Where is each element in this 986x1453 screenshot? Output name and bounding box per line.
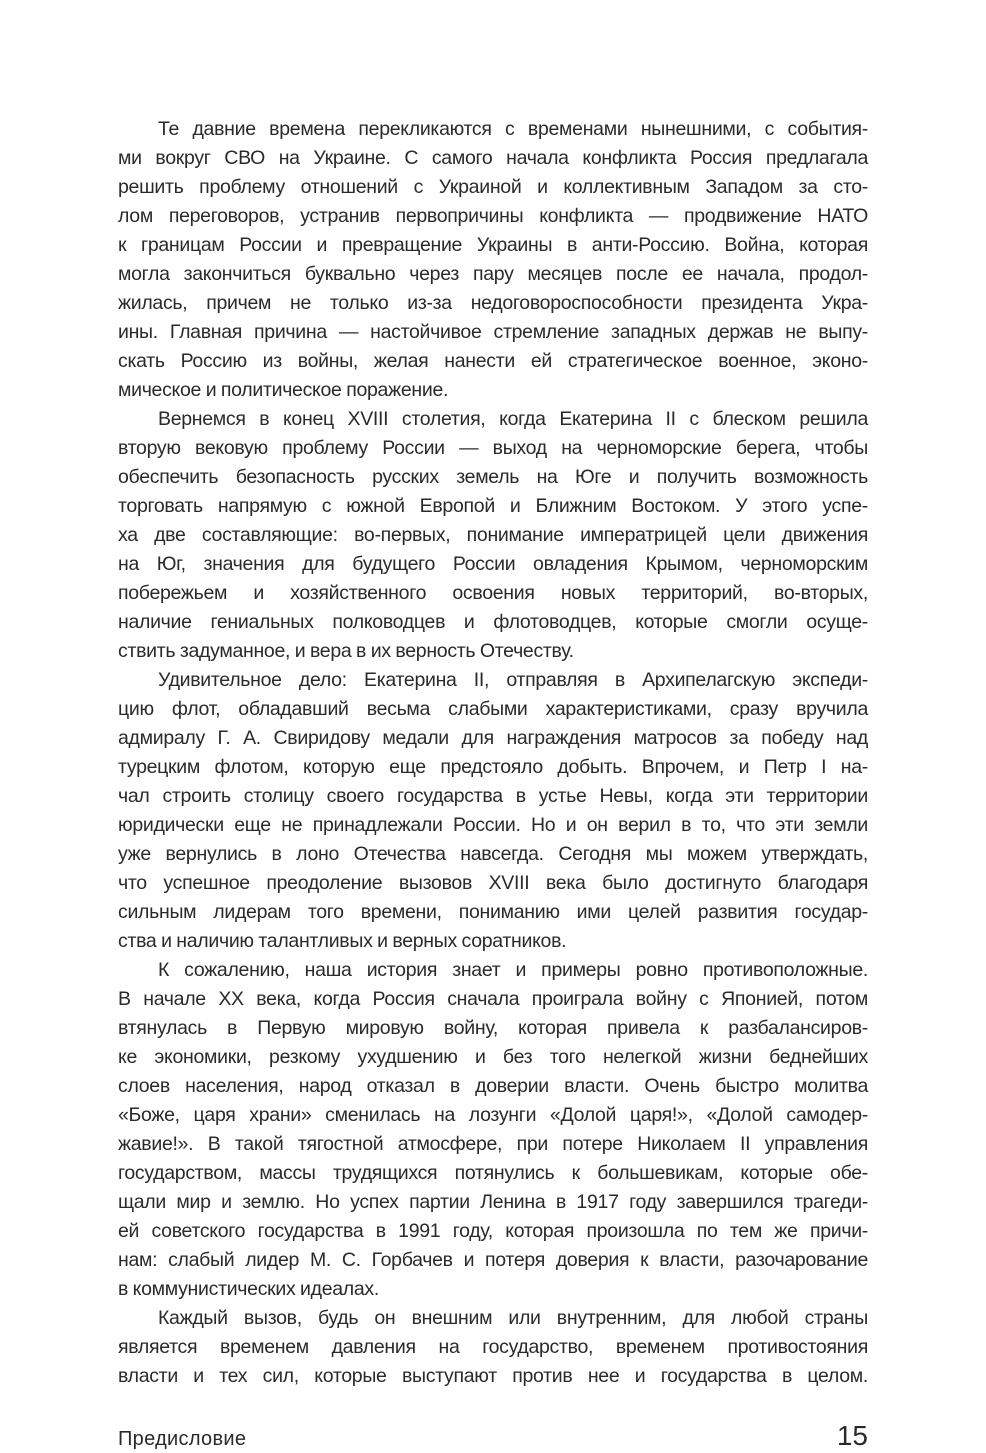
paragraph bbox=[118, 405, 868, 666]
text-line: Каждый вызов, будь он внешним или внутренним, для любой страны bbox=[158, 1307, 868, 1329]
text-line: могла закончиться буквально через пару месяцев после ее начала, продол- bbox=[118, 263, 868, 285]
text-line: В начале XX века, когда Россия сначала проиграла войну с Японией, потом bbox=[118, 988, 868, 1010]
text-line: на Юг, значения для будущего России овладения Крымом, черноморским bbox=[118, 553, 868, 575]
text-line: ей советского государства в 1991 году, которая произошла по тем же причи- bbox=[118, 1220, 868, 1242]
paragraph bbox=[118, 115, 868, 405]
text-line: ми вокруг СВО на Украине. С самого начала конфликта Россия предлагала bbox=[118, 147, 868, 169]
text-line: мическое и политическое поражение. bbox=[118, 379, 449, 401]
text-line: К сожалению, наша история знает и примеры ровно противоположные. bbox=[158, 959, 868, 981]
text-line: сильным лидерам того времени, пониманию ими целей развития государ- bbox=[118, 901, 868, 923]
text-line: щали мир и землю. Но успех партии Ленина в 1917 году завершился трагеди- bbox=[118, 1191, 868, 1213]
text-line: чал строить столицу своего государства в устье Невы, когда эти территории bbox=[118, 785, 868, 807]
text-line: ствить задуманное, и вера в их верность Отечеству. bbox=[118, 640, 574, 662]
text-line: наличие гениальных полководцев и флотоводцев, которые смогли осуще- bbox=[118, 611, 868, 633]
text-line: слоев населения, народ отказал в доверии власти. Очень быстро молитва bbox=[118, 1075, 868, 1097]
text-line: к границам России и превращение Украины в анти-Россию. Война, которая bbox=[118, 234, 868, 256]
text-line: адмиралу Г. А. Свиридову медали для награждения матросов за победу над bbox=[118, 727, 868, 749]
text-line: Те давние времена перекликаются с временами нынешними, с события- bbox=[158, 118, 868, 140]
running-footer-section-title: Предисловие bbox=[118, 1428, 247, 1450]
text-line: власти и тех сил, которые выступают против нее и государства в целом. bbox=[118, 1365, 868, 1387]
text-line: скать Россию из войны, желая нанести ей стратегическое военное, эконо- bbox=[118, 350, 868, 372]
text-line: Удивительное дело: Екатерина II, отправляя в Архипелагскую экспеди- bbox=[158, 669, 868, 691]
text-line: «Боже, царя храни» сменилась на лозунги «Долой царя!», «Долой самодер- bbox=[118, 1104, 868, 1126]
text-line: жилась, причем не только из-за недоговороспособности президента Укра- bbox=[118, 292, 868, 314]
text-line: втянулась в Первую мировую войну, которая привела к разбалансиров- bbox=[118, 1017, 868, 1039]
text-line: жавие!». В такой тягостной атмосфере, при потере Николаем II управления bbox=[118, 1133, 868, 1155]
text-line: вторую вековую проблему России — выход на черноморские берега, чтобы bbox=[118, 437, 868, 459]
text-line: торговать напрямую с южной Европой и Ближним Востоком. У этого успе- bbox=[118, 495, 868, 517]
text-line: обеспечить безопасность русских земель на Юге и получить возможность bbox=[118, 466, 868, 488]
page-number: 15 bbox=[836, 1420, 868, 1451]
text-line: цию флот, обладавший весьма слабыми характеристиками, сразу вручила bbox=[118, 698, 868, 720]
text-line: Вернемся в конец XVIII столетия, когда Екатерина II с блеском решила bbox=[158, 408, 868, 430]
text-line: ства и наличию талантливых и верных соратников. bbox=[118, 930, 567, 952]
text-line: что успешное преодоление вызовов XVIII века было достигнуто благодаря bbox=[118, 872, 868, 894]
paragraph bbox=[118, 956, 868, 1304]
text-line: является временем давления на государство, временем противостояния bbox=[118, 1336, 868, 1358]
text-line: юридически еще не принадлежали России. Но и он верил в то, что эти земли bbox=[118, 814, 868, 836]
text-line: ке экономики, резкому ухудшению и без того нелегкой жизни беднейших bbox=[118, 1046, 868, 1068]
text-line: государством, массы трудящихся потянулись к большевикам, которые обе- bbox=[118, 1162, 868, 1184]
text-line: решить проблему отношений с Украиной и коллективным Западом за сто- bbox=[118, 176, 868, 198]
text-line: ины. Главная причина — настойчивое стремление западных держав не выпу- bbox=[118, 321, 868, 343]
text-line: лом переговоров, устранив первопричины конфликта — продвижение НАТО bbox=[118, 205, 868, 227]
body-text bbox=[118, 115, 868, 1391]
text-line: ха две составляющие: во-первых, понимание императрицей цели движения bbox=[118, 524, 868, 546]
text-line: уже вернулись в лоно Отечества навсегда. Сегодня мы можем утверждать, bbox=[118, 843, 868, 865]
text-line: турецким флотом, которую еще предстояло добыть. Впрочем, и Петр I на- bbox=[118, 756, 868, 778]
text-line: нам: слабый лидер М. С. Горбачев и потеря доверия к власти, разочарование bbox=[118, 1249, 868, 1271]
text-line: побережьем и хозяйственного освоения новых территорий, во-вторых, bbox=[118, 582, 868, 604]
text-line: в коммунистических идеалах. bbox=[118, 1278, 379, 1300]
paragraph bbox=[118, 1304, 868, 1391]
paragraph bbox=[118, 666, 868, 956]
running-footer bbox=[118, 1419, 868, 1453]
